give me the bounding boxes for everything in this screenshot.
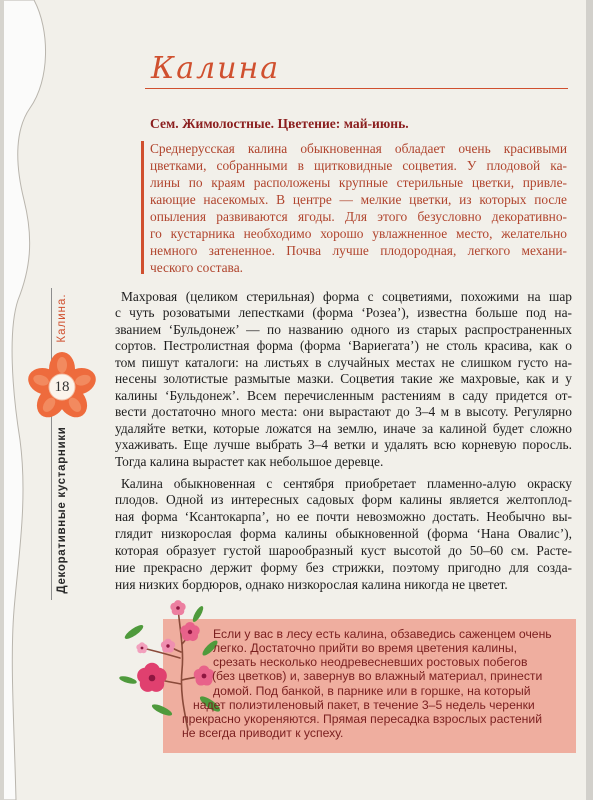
body-line: Калина обыкновенная с сентября приобретает пламенно-алую окраску	[121, 475, 572, 491]
family-and-bloom-heading: Сем. Жимолостные. Цветение: май-июнь.	[150, 116, 409, 131]
body-paragraph	[115, 476, 572, 594]
body-line: Махровая (целиком стерильная) форма с соцветиями, похожими на шар	[121, 288, 572, 304]
body-paragraph	[115, 289, 572, 471]
tip-line: легко. Достаточно прийти во время цветения калины,	[213, 641, 518, 656]
tip-text	[0, 627, 590, 740]
tip-line: надет полиэтиленовый пакет, в течение 3–5 недель черенки	[193, 697, 535, 712]
body-line: калины ‘Бульдонеж’. Всем перечисленным растениям в саду придется от-	[115, 387, 572, 403]
page-number: 18	[54, 379, 70, 395]
running-section-label: Декоративные кустарники	[56, 426, 68, 594]
running-chapter-label: Калина.	[56, 293, 68, 343]
intro-line: немного затененное. Почва лучше плодородная, легкого механи-	[150, 243, 567, 259]
body-line: сортов. Пестролистная форма (форма ‘Вариегата’) не столь красива, как о	[115, 338, 572, 354]
body-line: Тогда калина вырастет как небольшое деревце.	[115, 453, 384, 469]
body-line: плодов. Одной из интересных садовых форм калины является желтоплод-	[115, 492, 572, 508]
tip-line: Если у вас в лесу есть калина, обзаведись саженцем очень	[213, 627, 552, 641]
intro-line: лины по краям расположены крупные стерильные цветки, привле-	[150, 174, 567, 190]
body-line: которая образует густой шарообразный куст высотой до 50–60 см. Расте-	[115, 542, 572, 558]
body-line: глядит низкорослая форма калины обыкновенной (форма ‘Нана Овалис’),	[115, 526, 572, 542]
body-line: с чуть розоватыми лепестками (форма ‘Розеа’), известна больше под на-	[115, 305, 572, 321]
body-line: том пишут каталоги: на листьях в случайных местах не слишком густо на-	[115, 354, 572, 370]
tip-line: срезать несколько неодревесневших ростовых побегов	[213, 655, 528, 670]
intro-paragraph	[150, 140, 567, 277]
tip-line: прекрасно укореняются. Прямая пересадка взрослых растений	[182, 711, 543, 726]
body-line: удаляйте ветки, которые ложатся на землю, иначе за калиной будет сложно	[115, 420, 572, 436]
body-line: несены золотистые размытые мазки. Соцветия такие же махровые, как и у	[115, 371, 572, 387]
tip-line: не всегда приводит к успеху.	[182, 725, 344, 740]
body-line: ухаживать. Еще лучше выбрать 3–4 ветки и удалять всю корневую поросль.	[115, 437, 572, 453]
tip-line: домой. Под банкой, в парнике или в горшке, на который	[213, 683, 531, 698]
intro-line: Среднерусская калина обыкновенная обладает очень красивыми	[150, 140, 567, 156]
intro-line: опыления развиваются ягоды. Для этого безусловно декоративно-	[150, 208, 567, 224]
body-line: ная форма ‘Ксантокарпа’, но ее почти невозможно достать. Необычно вы-	[115, 509, 572, 525]
body-line: званием ‘Бульдонеж’ — по названию одного из старых распространенных	[115, 321, 572, 337]
title-underline	[145, 88, 568, 89]
body-line: вести достаточно много места: они вырастают до 3–4 м в высоту. Регулярно	[115, 404, 572, 420]
side-rule	[51, 288, 52, 600]
intro-line: кающие насекомых. В центре — мелкие цветки, из которых после	[150, 191, 567, 207]
tip-line: (без цветков) и, завернув во влажный материал, принести	[212, 669, 543, 684]
intro-line: ческого состава.	[150, 260, 243, 276]
intro-line: го кустарника необходимо хорошо увлажненное место, желательно	[150, 225, 567, 241]
intro-line: цветками, собранными в щитковидные соцветия. У плодовой ка-	[150, 157, 567, 173]
body-line: ние прекрасно держит форму без стрижки, поэтому пригодно для созда-	[115, 559, 572, 575]
intro-accent-bar	[141, 141, 144, 274]
page-title: Калина	[151, 51, 281, 86]
body-line: ния низких бордюров, однако низкорослая калина никогда не цветет.	[115, 576, 508, 592]
